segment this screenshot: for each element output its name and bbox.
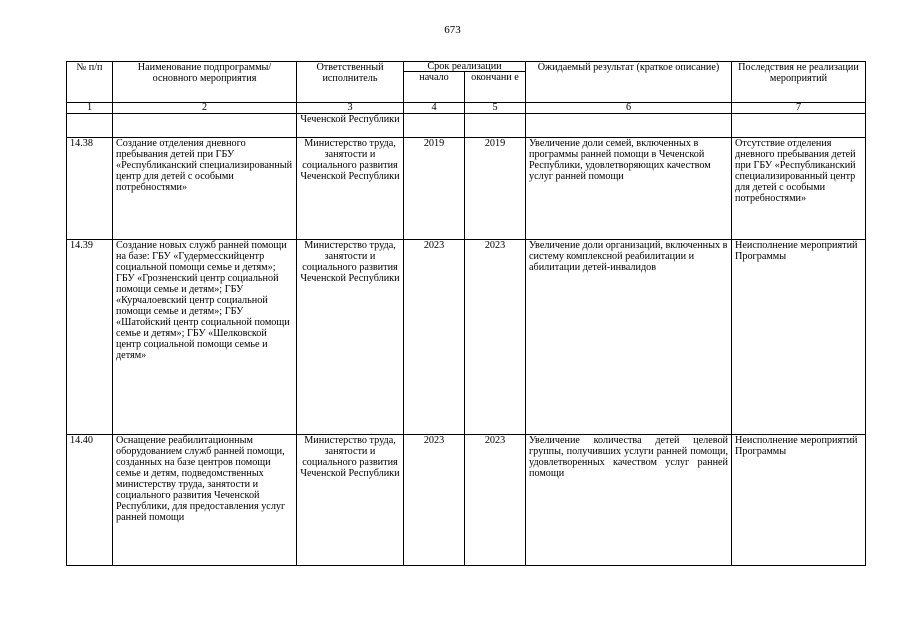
- row-end: 2023: [465, 240, 526, 435]
- continuation-row: [67, 114, 866, 138]
- header-num: № п/п: [67, 62, 113, 103]
- page-number: 673: [444, 24, 461, 36]
- row-name: Оснащение реабилитационным оборудованием служб ранней помощи, созданных на базе центров помощи семье и детям, подведомственных министерству труда, занятости и социального развития Чеченской Республики, для предоставления услуг ранней помощи: [113, 435, 297, 566]
- header-name: Наименование подпрограммы/ основного мероприятия: [113, 62, 297, 103]
- column-number: 1: [67, 103, 113, 114]
- header-end: окончани е: [465, 72, 526, 103]
- row-consequence: Неисполнение мероприятий Программы: [732, 240, 866, 435]
- row-result: Увеличение количества детей целевой группы, получивших услуги ранней помощи, удовлетворенных качеством услуг ранней помощи: [526, 435, 732, 566]
- column-number: 2: [113, 103, 297, 114]
- column-number: 3: [297, 103, 404, 114]
- table-row: [67, 435, 866, 566]
- row-consequence: Отсутствие отделения дневного пребывания детей при ГБУ «Республиканский специализированный центр для детей с особыми потребностями»: [732, 138, 866, 240]
- row-result: Увеличение доли организаций, включенных в систему комплексной реабилитации и абилитации детей-инвалидов: [526, 240, 732, 435]
- row-name: Создание отделения дневного пребывания детей при ГБУ «Республиканский специализированный центр для детей с особыми потребностями»: [113, 138, 297, 240]
- row-name: Создание новых служб ранней помощи на базе: ГБУ «Гудермесскийцентр социальной помощи семье и детям»; ГБУ «Грозненский центр социальной помощи семье и детям»; ГБУ «Курчалоевский центр социальной помощи семье и детям»; ГБУ «Шатойский центр социальной помощи семье и детям»; ГБУ «Шелковской центр социальной помощи семье и детям»: [113, 240, 297, 435]
- row-responsible: Министерство труда, занятости и социального развития Чеченской Республики: [297, 240, 404, 435]
- header-result: Ожидаемый результат (краткое описание): [526, 62, 732, 103]
- header-consequence: Последствия не реализации мероприятий: [732, 62, 866, 103]
- table-row: [67, 240, 866, 435]
- row-result: Увеличение доли семей, включенных в программы ранней помощи в Чеченской Республики, удовлетворяющих качеством услуг ранней помощи: [526, 138, 732, 240]
- column-number: 6: [526, 103, 732, 114]
- row-start: 2019: [404, 138, 465, 240]
- row-start: 2023: [404, 435, 465, 566]
- table-row: [67, 138, 866, 240]
- row-num: 14.39: [67, 240, 113, 435]
- column-number-row: [67, 103, 866, 114]
- header-start: начало: [404, 72, 465, 103]
- continuation-responsible: Чеченской Республики: [297, 114, 404, 138]
- column-number: 5: [465, 103, 526, 114]
- program-table: [66, 61, 866, 566]
- column-number: 4: [404, 103, 465, 114]
- row-consequence: Неисполнение мероприятий Программы: [732, 435, 866, 566]
- column-number: 7: [732, 103, 866, 114]
- row-num: 14.38: [67, 138, 113, 240]
- row-start: 2023: [404, 240, 465, 435]
- row-responsible: Министерство труда, занятости и социального развития Чеченской Республики: [297, 435, 404, 566]
- row-end: 2023: [465, 435, 526, 566]
- header-period: Срок реализации: [404, 62, 526, 72]
- row-responsible: Министерство труда, занятости и социального развития Чеченской Республики: [297, 138, 404, 240]
- header-responsible: Ответственный исполнитель: [297, 62, 404, 103]
- row-end: 2019: [465, 138, 526, 240]
- row-num: 14.40: [67, 435, 113, 566]
